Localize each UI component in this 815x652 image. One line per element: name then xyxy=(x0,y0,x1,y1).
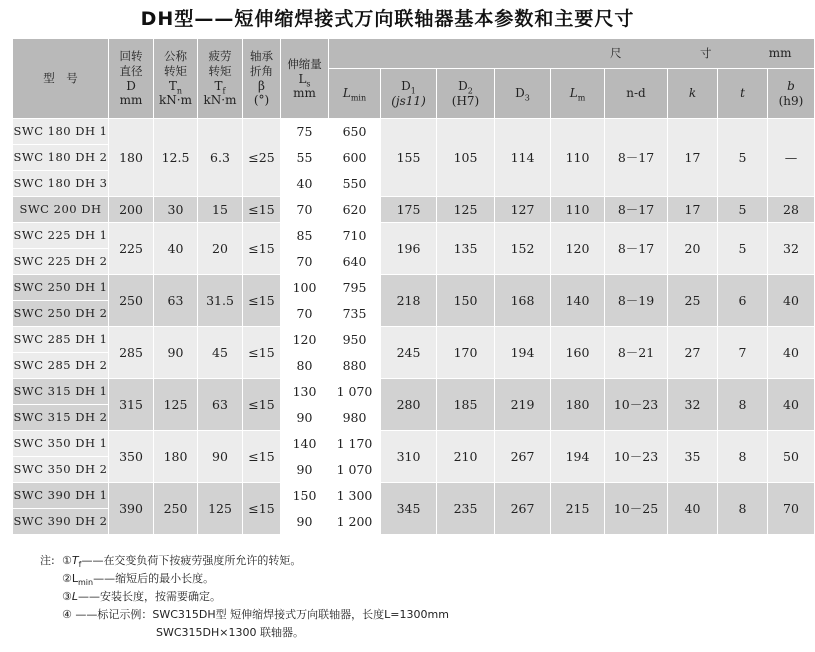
cell-D2: 125 xyxy=(437,197,495,223)
table-row xyxy=(13,483,815,509)
cell-Lmin: 1 170 xyxy=(329,431,381,457)
cell-Lm: 110 xyxy=(551,197,605,223)
cell-k: 17 xyxy=(668,119,718,197)
cell-b: 70 xyxy=(768,483,815,535)
cell-beta: ≤15 xyxy=(243,275,281,327)
cell-Ls: 75 xyxy=(281,119,329,145)
cell-k: 27 xyxy=(668,327,718,379)
cell-D1: 196 xyxy=(381,223,437,275)
cell-D1: 280 xyxy=(381,379,437,431)
table-row xyxy=(13,379,815,405)
cell-model: SWC 390 DH 1 xyxy=(13,483,109,509)
cell-k: 32 xyxy=(668,379,718,431)
cell-Tn: 40 xyxy=(154,223,198,275)
cell-D1: 155 xyxy=(381,119,437,197)
cell-beta: ≤15 xyxy=(243,483,281,535)
cell-model: SWC 250 DH 2 xyxy=(13,301,109,327)
cell-Lmin: 640 xyxy=(329,249,381,275)
cell-D: 200 xyxy=(109,197,154,223)
cell-Ls: 90 xyxy=(281,509,329,535)
cell-Tf: 63 xyxy=(198,379,243,431)
cell-Ls: 130 xyxy=(281,379,329,405)
cell-Lmin: 550 xyxy=(329,171,381,197)
cell-D: 390 xyxy=(109,483,154,535)
cell-Lm: 120 xyxy=(551,223,605,275)
cell-D3: 168 xyxy=(495,275,551,327)
cell-nd: 8－17 xyxy=(605,197,668,223)
cell-Tf: 31.5 xyxy=(198,275,243,327)
header-k: k xyxy=(668,69,718,119)
cell-Lmin: 1 070 xyxy=(329,457,381,483)
header-Ls: 伸缩量 $L_s$ mm xyxy=(281,39,329,119)
cell-Ls: 70 xyxy=(281,301,329,327)
cell-t: 8 xyxy=(718,431,768,483)
cell-beta: ≤15 xyxy=(243,223,281,275)
cell-b: — xyxy=(768,119,815,197)
cell-t: 5 xyxy=(718,197,768,223)
cell-D3: 127 xyxy=(495,197,551,223)
cell-Lmin: 980 xyxy=(329,405,381,431)
cell-nd: 8－21 xyxy=(605,327,668,379)
cell-model: SWC 350 DH 1 xyxy=(13,431,109,457)
cell-t: 7 xyxy=(718,327,768,379)
cell-Tn: 63 xyxy=(154,275,198,327)
header-D1: $D_1$ (js11) xyxy=(381,69,437,119)
cell-Lmin: 650 xyxy=(329,119,381,145)
header-nd: n-d xyxy=(605,69,668,119)
cell-Tf: 45 xyxy=(198,327,243,379)
cell-Lmin: 620 xyxy=(329,197,381,223)
cell-D2: 210 xyxy=(437,431,495,483)
cell-nd: 8－19 xyxy=(605,275,668,327)
cell-D: 285 xyxy=(109,327,154,379)
cell-Tn: 250 xyxy=(154,483,198,535)
header-Tf: 疲劳 转矩 $T_f$ kN·m xyxy=(198,39,243,119)
note-4: ④ ——标记示例：SWC315DH型 短伸缩焊接式万向联轴器，长度L=1300mm xyxy=(62,608,449,621)
cell-Ls: 120 xyxy=(281,327,329,353)
cell-Ls: 90 xyxy=(281,457,329,483)
cell-t: 8 xyxy=(718,483,768,535)
cell-Lmin: 600 xyxy=(329,145,381,171)
cell-nd: 8－17 xyxy=(605,223,668,275)
cell-D1: 310 xyxy=(381,431,437,483)
cell-k: 25 xyxy=(668,275,718,327)
note-1: 注: $①T_f——$在交变负荷下按疲劳强度所允许的转矩。 xyxy=(40,554,302,570)
cell-Tf: 15 xyxy=(198,197,243,223)
cell-D1: 218 xyxy=(381,275,437,327)
cell-D3: 152 xyxy=(495,223,551,275)
cell-D: 350 xyxy=(109,431,154,483)
cell-D2: 150 xyxy=(437,275,495,327)
cell-Ls: 85 xyxy=(281,223,329,249)
cell-D: 250 xyxy=(109,275,154,327)
table-row xyxy=(13,275,815,301)
page-title: DH型——短伸缩焊接式万向联轴器基本参数和主要尺寸 xyxy=(140,8,635,30)
cell-Lmin: 880 xyxy=(329,353,381,379)
header-b: b (h9) xyxy=(768,69,815,119)
cell-D2: 185 xyxy=(437,379,495,431)
cell-b: 40 xyxy=(768,275,815,327)
header-Lmin: $L_{min}$ xyxy=(329,69,381,119)
cell-Ls: 55 xyxy=(281,145,329,171)
cell-Lmin: 950 xyxy=(329,327,381,353)
cell-t: 5 xyxy=(718,223,768,275)
cell-Lmin: 710 xyxy=(329,223,381,249)
cell-Ls: 140 xyxy=(281,431,329,457)
cell-nd: 8－17 xyxy=(605,119,668,197)
cell-D: 225 xyxy=(109,223,154,275)
cell-Lmin: 1 200 xyxy=(329,509,381,535)
cell-Tf: 20 xyxy=(198,223,243,275)
cell-model: SWC 390 DH 2 xyxy=(13,509,109,535)
cell-D3: 267 xyxy=(495,431,551,483)
cell-nd: 10－23 xyxy=(605,379,668,431)
cell-model: SWC 250 DH 1 xyxy=(13,275,109,301)
cell-Tn: 180 xyxy=(154,431,198,483)
cell-D1: 245 xyxy=(381,327,437,379)
cell-D2: 235 xyxy=(437,483,495,535)
cell-Tf: 125 xyxy=(198,483,243,535)
cell-model: SWC 315 DH 1 xyxy=(13,379,109,405)
cell-D1: 175 xyxy=(381,197,437,223)
cell-D1: 345 xyxy=(381,483,437,535)
cell-D3: 114 xyxy=(495,119,551,197)
header-beta: 轴承 折角 β (°) xyxy=(243,39,281,119)
cell-Lm: 194 xyxy=(551,431,605,483)
header-t: t xyxy=(718,69,768,119)
cell-nd: 10－25 xyxy=(605,483,668,535)
cell-D2: 105 xyxy=(437,119,495,197)
cell-model: SWC 350 DH 2 xyxy=(13,457,109,483)
cell-k: 20 xyxy=(668,223,718,275)
cell-b: 28 xyxy=(768,197,815,223)
cell-Lm: 140 xyxy=(551,275,605,327)
cell-model: SWC 285 DH 1 xyxy=(13,327,109,353)
cell-Ls: 70 xyxy=(281,249,329,275)
cell-Ls: 80 xyxy=(281,353,329,379)
cell-Ls: 40 xyxy=(281,171,329,197)
cell-Tn: 12.5 xyxy=(154,119,198,197)
cell-model: SWC 200 DH xyxy=(13,197,109,223)
cell-model: SWC 180 DH 3 xyxy=(13,171,109,197)
cell-beta: ≤15 xyxy=(243,431,281,483)
cell-Ls: 90 xyxy=(281,405,329,431)
table-row xyxy=(13,327,815,353)
note-4-example: SWC315DH×1300 联轴器。 xyxy=(156,626,304,639)
cell-model: SWC 225 DH 1 xyxy=(13,223,109,249)
cell-model: SWC 180 DH 2 xyxy=(13,145,109,171)
cell-b: 40 xyxy=(768,327,815,379)
cell-k: 17 xyxy=(668,197,718,223)
cell-b: 50 xyxy=(768,431,815,483)
cell-Lm: 215 xyxy=(551,483,605,535)
header-Tn: 公称 转矩 $T_n$ kN·m xyxy=(154,39,198,119)
cell-t: 8 xyxy=(718,379,768,431)
spec-table xyxy=(12,38,815,535)
header-D3: $D_3$ xyxy=(495,69,551,119)
cell-beta: ≤15 xyxy=(243,197,281,223)
cell-D: 315 xyxy=(109,379,154,431)
cell-D2: 135 xyxy=(437,223,495,275)
header-model: 型 号 xyxy=(13,39,109,119)
cell-model: SWC 315 DH 2 xyxy=(13,405,109,431)
cell-Lm: 160 xyxy=(551,327,605,379)
cell-Ls: 100 xyxy=(281,275,329,301)
header-dims: 尺 寸 mm xyxy=(329,39,815,69)
cell-Lmin: 1 070 xyxy=(329,379,381,405)
cell-D3: 267 xyxy=(495,483,551,535)
cell-Ls: 70 xyxy=(281,197,329,223)
cell-Lm: 110 xyxy=(551,119,605,197)
notes xyxy=(40,552,449,642)
cell-b: 40 xyxy=(768,379,815,431)
cell-Tf: 6.3 xyxy=(198,119,243,197)
cell-D3: 219 xyxy=(495,379,551,431)
cell-model: SWC 225 DH 2 xyxy=(13,249,109,275)
cell-t: 5 xyxy=(718,119,768,197)
cell-beta: ≤15 xyxy=(243,327,281,379)
cell-D3: 194 xyxy=(495,327,551,379)
cell-Tn: 90 xyxy=(154,327,198,379)
cell-Tf: 90 xyxy=(198,431,243,483)
header-Lm: $L_m$ xyxy=(551,69,605,119)
header-row-1 xyxy=(13,39,815,69)
table-row xyxy=(13,197,815,223)
cell-model: SWC 285 DH 2 xyxy=(13,353,109,379)
cell-Lmin: 735 xyxy=(329,301,381,327)
note-3: ③L——安装长度，按需要确定。 xyxy=(62,590,222,603)
table-row xyxy=(13,431,815,457)
cell-k: 40 xyxy=(668,483,718,535)
cell-Lmin: 1 300 xyxy=(329,483,381,509)
cell-nd: 10－23 xyxy=(605,431,668,483)
cell-k: 35 xyxy=(668,431,718,483)
table-row xyxy=(13,223,815,249)
cell-Tn: 125 xyxy=(154,379,198,431)
cell-beta: ≤25 xyxy=(243,119,281,197)
cell-Tn: 30 xyxy=(154,197,198,223)
cell-Ls: 150 xyxy=(281,483,329,509)
cell-Lmin: 795 xyxy=(329,275,381,301)
cell-t: 6 xyxy=(718,275,768,327)
cell-D2: 170 xyxy=(437,327,495,379)
cell-b: 32 xyxy=(768,223,815,275)
table-row xyxy=(13,119,815,145)
header-D2: $D_2$ (H7) xyxy=(437,69,495,119)
cell-beta: ≤15 xyxy=(243,379,281,431)
cell-Lm: 180 xyxy=(551,379,605,431)
note-2: $②L_{min}——$缩短后的最小长度。 xyxy=(62,572,215,588)
header-D: 回转 直径 D mm xyxy=(109,39,154,119)
cell-model: SWC 180 DH 1 xyxy=(13,119,109,145)
cell-D: 180 xyxy=(109,119,154,197)
